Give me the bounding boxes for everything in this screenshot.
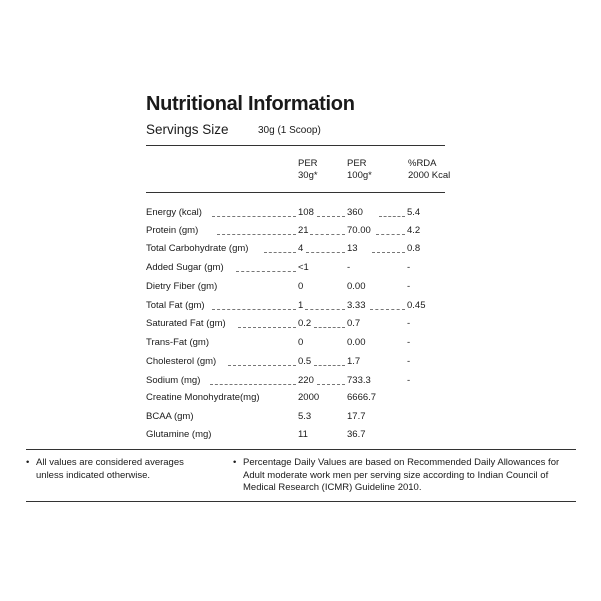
value-per-100g: 1.7 (347, 356, 361, 367)
table-row (146, 411, 446, 425)
value-per-30g: 21 (298, 225, 309, 236)
value-per-30g: 0 (298, 281, 304, 292)
nutrient-name: Glutamine (mg) (146, 429, 212, 440)
dotted-leader (264, 252, 296, 253)
value-per-30g: 5.3 (298, 411, 312, 422)
value-rda: - (407, 281, 411, 292)
nutrient-name: Trans-Fat (gm) (146, 337, 209, 348)
note-averages (26, 457, 226, 482)
value-per-100g: 3.33 (347, 300, 366, 311)
value-per-100g: 6666.7 (347, 392, 377, 403)
value-rda: - (407, 356, 411, 367)
note-rda-basis-line3: Medical Research (ICMR) Guideline 2010. (243, 482, 422, 493)
value-rda: - (407, 262, 411, 273)
serving-size-value: 30g (1 Scoop) (258, 125, 321, 136)
page-title: Nutritional Information (146, 93, 355, 115)
value-per-100g: 0.00 (347, 281, 366, 292)
nutrient-name: Total Fat (gm) (146, 300, 205, 311)
value-per-100g: 360 (347, 207, 363, 218)
value-per-30g: 4 (298, 243, 304, 254)
dotted-leader (212, 309, 296, 310)
serving-size-label: Servings Size (146, 122, 229, 137)
nutrient-name: Creatine Monohydrate(mg) (146, 392, 260, 403)
nutrient-name: BCAA (gm) (146, 411, 194, 422)
value-per-100g: - (347, 262, 351, 273)
header-rda-line2: 2000 Kcal (408, 170, 451, 181)
header-per-30g-line1: PER (298, 158, 318, 169)
table-row (146, 207, 446, 221)
dotted-leader (306, 252, 345, 253)
table-row (146, 429, 446, 443)
dotted-leader (370, 309, 405, 310)
nutrient-name: Saturated Fat (gm) (146, 318, 226, 329)
nutrient-name: Added Sugar (gm) (146, 262, 224, 273)
header-bottom-rule (146, 192, 445, 193)
value-per-30g: 220 (298, 375, 314, 386)
value-per-30g: 0.5 (298, 356, 312, 367)
nutrient-name: Total Carbohydrate (gm) (146, 243, 249, 254)
dotted-leader (317, 216, 345, 217)
bullet-icon: • (26, 457, 30, 468)
note-averages-line2: unless indicated otherwise. (36, 469, 151, 481)
dotted-leader (379, 216, 405, 217)
footer-bottom-rule (26, 501, 576, 502)
dotted-leader (305, 309, 345, 310)
value-rda: - (407, 318, 411, 329)
table-row (146, 375, 446, 389)
value-per-100g: 17.7 (347, 411, 366, 422)
value-per-100g: 0.7 (347, 318, 361, 329)
header-per-100g-line2: 100g* (347, 170, 372, 181)
value-per-100g: 70.00 (347, 225, 371, 236)
dotted-leader (212, 216, 296, 217)
table-row (146, 337, 446, 351)
table-row (146, 262, 446, 276)
nutrient-name: Protein (gm) (146, 225, 199, 236)
value-rda: - (407, 337, 411, 348)
header-per-100g (347, 158, 372, 182)
dotted-leader (372, 252, 405, 253)
nutrient-name: Dietry Fiber (gm) (146, 281, 218, 292)
footer-top-rule (26, 449, 576, 450)
value-per-30g: 0 (298, 337, 304, 348)
dotted-leader (238, 327, 296, 328)
table-row (146, 243, 446, 257)
value-rda: 0.8 (407, 243, 421, 254)
nutrient-name: Sodium (mg) (146, 375, 201, 386)
dotted-leader (236, 271, 296, 272)
table-row (146, 356, 446, 370)
note-rda-basis-line2: Adult moderate work men per serving size according to Indian Council of (243, 469, 549, 481)
value-per-30g: 1 (298, 300, 304, 311)
header-per-30g-line2: 30g* (298, 170, 318, 181)
value-per-30g: 108 (298, 207, 314, 218)
note-averages-line1: All values are considered averages (36, 457, 184, 468)
header-per-100g-line1: PER (347, 158, 367, 169)
dotted-leader (217, 234, 296, 235)
value-per-30g: 0.2 (298, 318, 312, 329)
value-rda: 5.4 (407, 207, 421, 218)
nutrient-name: Cholesterol (gm) (146, 356, 217, 367)
dotted-leader (314, 327, 345, 328)
value-rda: 4.2 (407, 225, 421, 236)
note-rda-basis (233, 457, 583, 495)
note-rda-basis-line1: Percentage Daily Values are based on Recommended Daily Allowances for (243, 457, 560, 468)
value-per-30g: 11 (298, 429, 308, 440)
header-rda-line1: %RDA (408, 158, 437, 169)
nutrient-name: Energy (kcal) (146, 207, 202, 218)
value-per-100g: 13 (347, 243, 358, 254)
header-rda (408, 158, 450, 182)
value-per-100g: 0.00 (347, 337, 366, 348)
dotted-leader (376, 234, 405, 235)
dotted-leader (317, 384, 345, 385)
dotted-leader (228, 365, 296, 366)
table-row (146, 392, 446, 406)
value-per-100g: 36.7 (347, 429, 366, 440)
table-row (146, 300, 446, 314)
value-per-30g: 2000 (298, 392, 320, 403)
dotted-leader (314, 365, 345, 366)
value-rda: - (407, 375, 411, 386)
value-per-100g: 733.3 (347, 375, 371, 386)
bullet-icon: • (233, 457, 237, 468)
dotted-leader (210, 384, 296, 385)
value-rda: 0.45 (407, 300, 426, 311)
table-row (146, 225, 446, 239)
header-per-30g (298, 158, 318, 182)
table-row (146, 281, 446, 295)
value-per-30g: <1 (298, 262, 309, 273)
table-row (146, 318, 446, 332)
dotted-leader (310, 234, 345, 235)
header-top-rule (146, 145, 445, 146)
